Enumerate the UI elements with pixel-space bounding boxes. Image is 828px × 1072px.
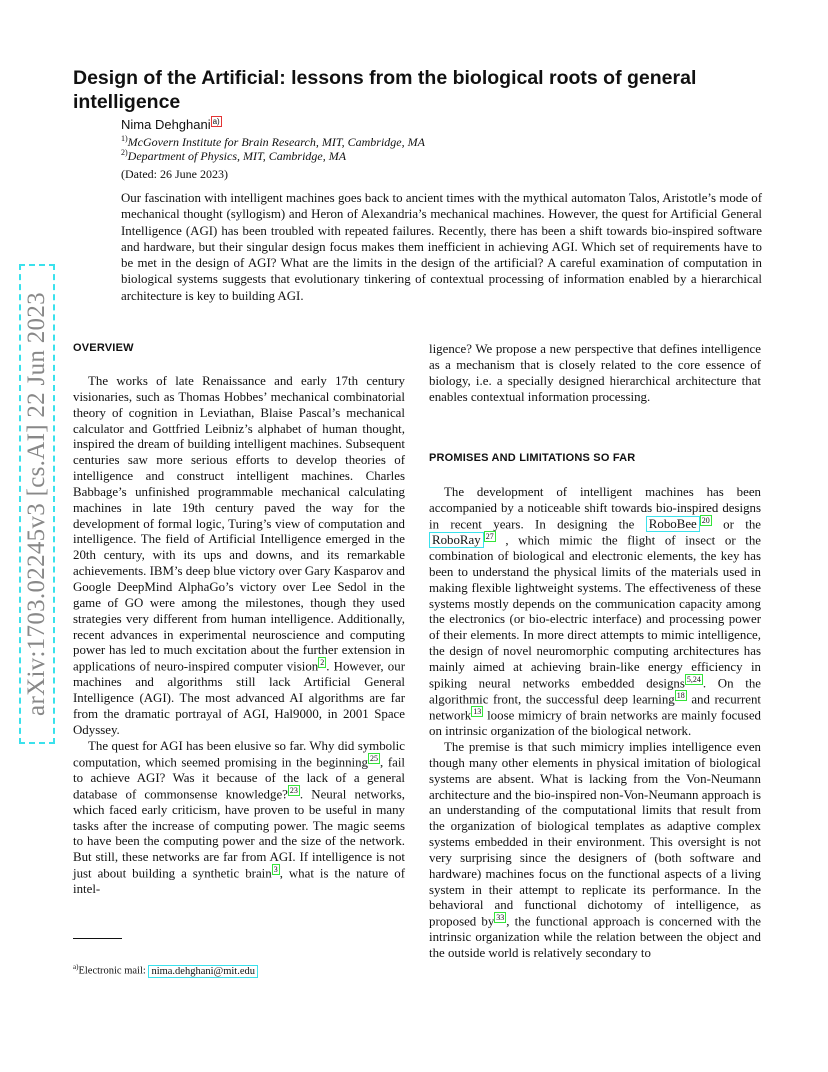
citation-link[interactable]: 23	[289, 785, 298, 795]
right-column-top	[429, 342, 761, 405]
paper-title: Design of the Artificial: lessons from the biological roots of general intelligence	[73, 67, 697, 113]
citation-link[interactable]: 3	[273, 865, 278, 875]
author-line	[121, 117, 222, 132]
citation-link[interactable]: 25	[370, 753, 378, 763]
email-link[interactable]: nima.dehghani@mit.edu	[148, 965, 258, 978]
text-run: . On the algorithmic front, the successful deep learning	[429, 676, 761, 707]
citation-link[interactable]: 20	[701, 515, 710, 525]
citation-link[interactable]: 27	[485, 531, 494, 541]
arxiv-sidebar[interactable]	[18, 264, 56, 746]
affiliation-2	[121, 148, 346, 164]
dated-line: (Dated: 26 June 2023)	[121, 167, 228, 181]
citation-link[interactable]: 5,24	[686, 674, 701, 684]
text-run: , the functional approach is concerned with the intrinsic organization while the relation between the object and the outside world is relatively secondary to	[429, 914, 761, 961]
text-run: loose mimicry of brain networks are mainly focused on intrinsic organization of the biological network.	[429, 708, 761, 739]
citation-link[interactable]: 13	[473, 707, 482, 716]
text-run: The quest for AGI has been elusive so far. Why did symbolic computation, which seemed promising in the beginning	[73, 738, 405, 769]
paragraph	[429, 740, 761, 962]
robobee-link[interactable]: RoboBee	[646, 516, 700, 532]
text-run: , what is the nature of intel-	[73, 866, 405, 897]
text-run: , fail to achieve AGI? Was it because of the lack of a general database of commonsense knowledge?	[73, 754, 405, 801]
affiliation-text: McGovern Institute for Brain Research, MIT, Cambridge, MA	[127, 135, 425, 149]
citation-link[interactable]: 2	[320, 658, 325, 668]
arxiv-id[interactable]: arXiv:1703.02245v3 [cs.AI] 22 Jun 2023	[23, 292, 50, 716]
left-column	[73, 374, 405, 898]
footnote-label: Electronic mail:	[78, 965, 149, 977]
author-name: Nima Dehghani	[121, 117, 211, 132]
paragraph	[429, 485, 761, 740]
footnote	[73, 963, 258, 977]
footnote-rule	[73, 938, 122, 939]
author-footnote-link[interactable]: a)	[212, 116, 220, 126]
affiliation-text: Department of Physics, MIT, Cambridge, MA	[127, 149, 347, 163]
section-heading-overview: OVERVIEW	[73, 342, 134, 354]
paragraph: ligence? We propose a new perspective that defines intelligence as a mechanism that is closely related to the core essence of biology, i.e. a specially designed hierarchical architecture that enables contextual information processing.	[429, 342, 761, 404]
roboray-link[interactable]: RoboRay	[429, 532, 484, 548]
footnote-mark: a)	[73, 963, 79, 971]
affiliation-mark: 1)	[121, 134, 128, 143]
text-run: The premise is that such mimicry implies intelligence even though many other elements in physical imitation of biological systems are absent. What is lacking from the Von-Neumann architecture and the bio-inspired non-Von-Neumann approach is an understanding of the computational limits that result from the organization of biological templates as adaptive complex systems embedded in their environment. This oversight is not very surprising since the designers of (both software and hardware) machines focus on the functional aspects of a living system in their attempt to replicate its performance. In the behavioral and functional dichotomy of intelligence, as proposed by	[429, 739, 761, 929]
text-run: or the	[711, 516, 761, 531]
citation-link[interactable]: 33	[496, 913, 505, 923]
text-run: . Neural networks, which faced early criticism, have proven to be useful in many tasks after the increase of computing power. The magic seems to have been the computing power and the size of the network. But still, these networks are far from AGI. If intelligence is not just about building a synthetic brain	[73, 786, 405, 881]
text-run: The development of intelligent machines has been accompanied by a noticeable shift towards bio-inspired designs in recent years. In designing the	[429, 485, 761, 531]
abstract: Our fascination with intelligent machines goes back to ancient times with the mythical automaton Talos, Aristotle’s mode of mechanical thought (syllogism) and Heron of Alexandria’s mechanical machines. However, the quest for Artificial General Intelligence (AGI) has been troubled with repeated failures. Recently, there has been a shift towards bio-inspired software and hardware, but their singular design focus makes them inefficient in achieving AGI. Which set of requirements have to be met in the design of AGI? What are the limits in the design of the artificial? A careful examination of computation in biological systems suggests that evolutionary tinkering of contextual processing of information enabled by a hierarchical architecture is key to building AGI.	[121, 191, 762, 303]
text-run: , which mimic the flight of insect or the combination of biological and electronic elements, the key has been to understand the physical limits of the materials used in making flexible lightweight systems. The effectiveness of these systems mostly depends on the communication capacity among the electronics (or bio-electric interface) and processing power of their elements. In more direct attempts to mimic intelligence, the design of novel neuromorphic computing architectures has mainly aimed at achieving brain-like energy efficiency in spiking neural networks embedded designs	[429, 533, 761, 691]
affiliation-mark: 2)	[121, 148, 128, 157]
paragraph	[73, 374, 405, 739]
text-run: and recurrent network	[429, 692, 761, 723]
section-heading-promises: PROMISES AND LIMITATIONS SO FAR	[429, 452, 636, 464]
text-run: The works of late Renaissance and early 17th century visionaries, such as Thomas Hobbes’ mechanical combinatorial theory of cognition in Leviathan, Blaise Pascal’s mechanical calculator and Gottfried Leibniz’s alphabet of human thought, inspired the dream of building intelligent machines. Subsequent centuries saw more serious efforts to develop theories of intelligence and construct intelligent machines. Charles Babbage’s unfinished programmable mechanical calculating machines in late 19th century paved the way for the development of formal logic, Turing’s view of computation and intelligence. The field of Artificial Intelligence emerged in the 20th century, with its ups and downs, and its remarkable achievements. IBM’s deep blue victory over Gary Kasparov and Google DeepMind AlphaGo’s victory over Lee Sedol in the game of GO were among the milestones, though they used strategies very different from human intelligence. Additionally, recent advances in experimental neuroscience and computing power has led to much excitation about the further extension in applications of neuro-inspired computer vision	[73, 374, 405, 674]
paragraph	[73, 739, 405, 898]
text-run: . However, our machines and algorithms still lack Artificial General Intelligence (AGI). The most advanced AI algorithms are far from the dramatic portrayal of AGI, Hal9000, in 2001 Space Odyssey.	[73, 659, 405, 737]
arxiv-link-box[interactable]	[19, 264, 55, 744]
right-column	[429, 485, 761, 962]
citation-link[interactable]: 18	[676, 690, 685, 700]
